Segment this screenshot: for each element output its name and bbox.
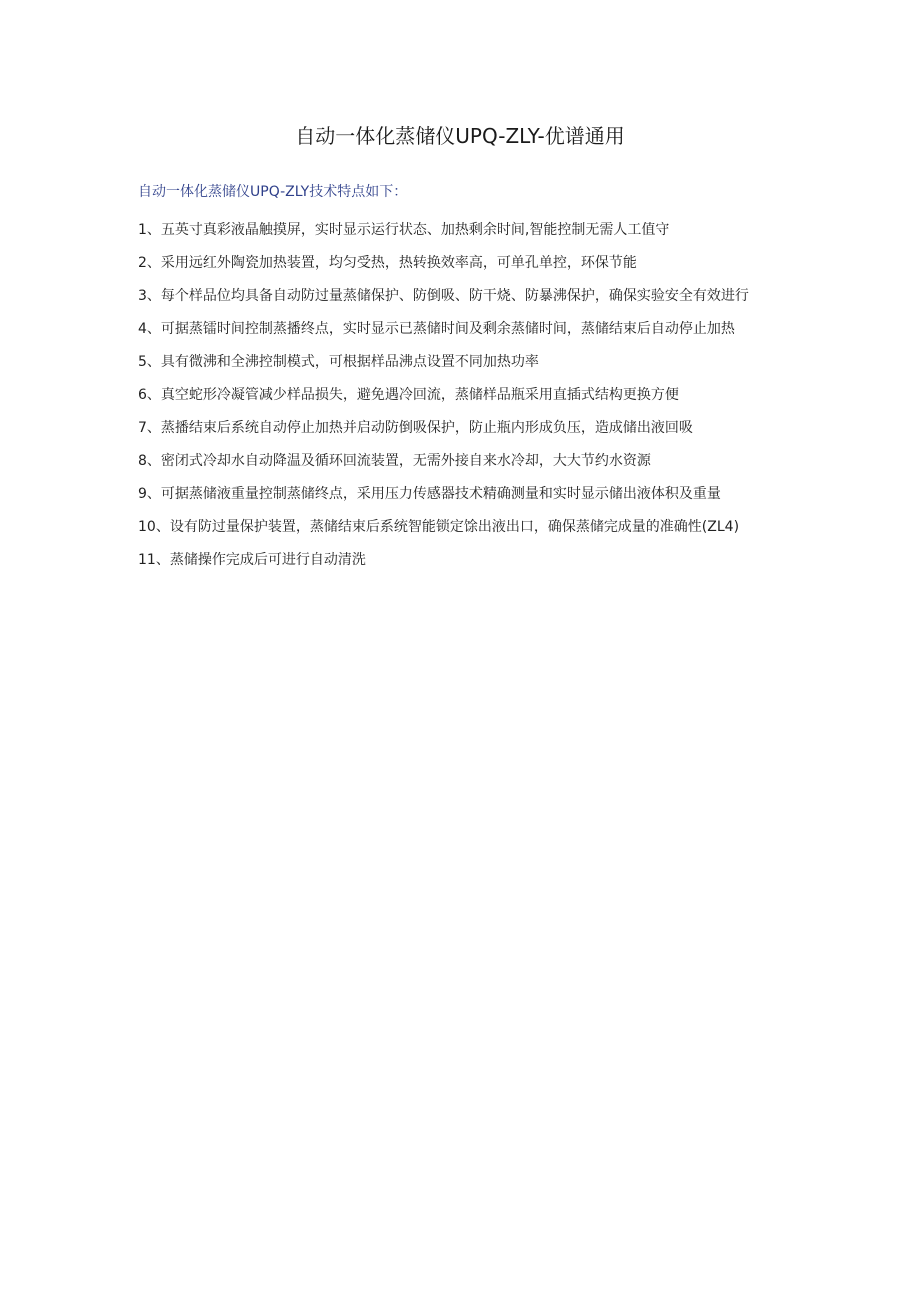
feature-item-3: 3、每个样品位均具备自动防过量蒸储保护、防倒吸、防干烧、防暴沸保护，确保实验安全有效进行 [138, 288, 749, 304]
feature-item-11: 11、蒸储操作完成后可进行自动清洗 [138, 552, 366, 568]
feature-item-8: 8、密闭式冷却水自动降温及循环回流装置，无需外接自来水冷却，大大节约水资源 [138, 453, 651, 469]
feature-list [138, 214, 788, 577]
feature-item-2: 2、采用远红外陶瓷加热装置，均匀受热，热转换效率高，可单孔单控，环保节能 [138, 255, 637, 271]
feature-item-9: 9、可据蒸储液重量控制蒸储终点，采用压力传感器技术精确测量和实时显示储出液体积及重量 [138, 486, 721, 502]
feature-item-6: 6、真空蛇形冷凝管减少样品损失，避免遇冷回流，蒸储样品瓶采用直插式结构更换方便 [138, 387, 679, 403]
document-title: 自动一体化蒸储仪UPQ-ZLY-优谱通用 [295, 124, 625, 148]
feature-item-1: 1、五英寸真彩液晶触摸屏，实时显示运行状态、加热剩余时间,智能控制无需人工值守 [138, 222, 670, 238]
feature-item-7: 7、蒸播结束后系统自动停止加热并启动防倒吸保护，防止瓶内形成负压，造成储出液回吸 [138, 420, 693, 436]
feature-item-10: 10、设有防过量保护装置，蒸储结束后系统智能锁定馀出液出口，确保蒸储完成量的准确性(ZL4) [138, 519, 740, 535]
intro-line: 自动一体化蒸储仪UPQ-ZLY技术特点如下： [138, 184, 408, 200]
feature-item-4: 4、可据蒸镭时间控制蒸播终点，实时显示已蒸储时间及剩余蒸储时间，蒸储结束后自动停止加热 [138, 321, 735, 337]
feature-item-5: 5、具有微沸和全沸控制模式，可根据样品沸点设置不同加热功率 [138, 354, 539, 370]
